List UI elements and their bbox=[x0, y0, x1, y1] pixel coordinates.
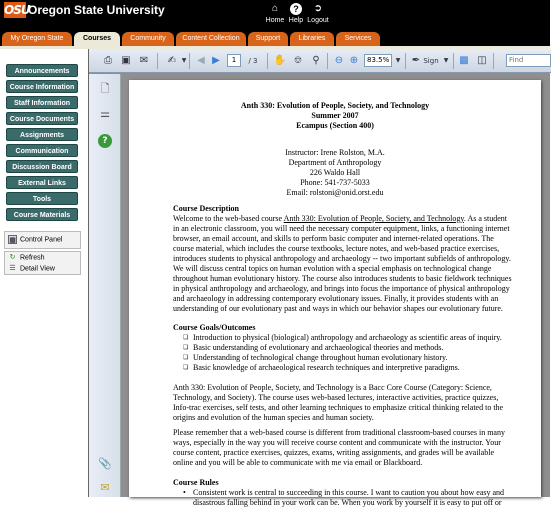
zoom-tool-icon[interactable]: ⚲ bbox=[312, 55, 320, 66]
goal-item: ❏ Basic understanding of evolutionary and archaeological theories and methods. bbox=[183, 343, 513, 353]
select-text-icon[interactable]: ⎊ bbox=[294, 55, 302, 66]
description-line: course material, which includes the course textbooks, lecture notes, and web-based practice exercises, bbox=[173, 244, 500, 253]
zoom-out-icon[interactable]: ⊖ bbox=[334, 55, 344, 66]
description-heading: Course Description bbox=[173, 204, 239, 213]
toolbar-divider bbox=[267, 53, 268, 69]
email-icon[interactable]: ✉ bbox=[139, 55, 149, 66]
toolbar-divider bbox=[157, 53, 158, 69]
description-line: introduces students to physical anthropology and archaeology -- two important subfields of anthropology. bbox=[173, 254, 511, 263]
nav-course-documents[interactable]: Course Documents bbox=[6, 112, 78, 125]
tab-content-collection[interactable]: Content Collection bbox=[176, 32, 246, 46]
home-icon: ⌂ bbox=[271, 3, 279, 14]
control-panel-icon: ▦ bbox=[9, 237, 16, 244]
logout-link[interactable] bbox=[305, 3, 331, 24]
help-label: Help bbox=[288, 17, 304, 24]
fit-width-icon[interactable]: ◫ bbox=[477, 55, 487, 66]
nav-external-links[interactable]: External Links bbox=[6, 176, 78, 189]
logout-label: Logout bbox=[307, 17, 329, 24]
zoom-in-icon[interactable]: ⊕ bbox=[349, 55, 359, 66]
detail-view-link[interactable] bbox=[8, 264, 55, 274]
sign-pen-icon[interactable]: ✒ bbox=[411, 55, 421, 66]
toolbar-divider bbox=[189, 53, 190, 69]
rules-heading: Course Rules bbox=[173, 478, 219, 487]
tab-community[interactable]: Community bbox=[122, 32, 174, 46]
view-options-box bbox=[4, 251, 81, 275]
instructor-phone: Phone: 541-737-5033 bbox=[300, 178, 370, 187]
description-line: Welcome to the web-based course Anth 330: Evolution of People, Society, and Technology. As a student bbox=[173, 214, 507, 223]
help-icon[interactable]: ? bbox=[98, 134, 112, 148]
remember-line: online and you will be able to communicate with me via email or Blackboard. bbox=[173, 458, 423, 467]
bookmarks-icon[interactable]: ⚌ bbox=[100, 107, 110, 120]
comments-icon[interactable]: ✉ bbox=[100, 481, 110, 494]
toolbar-divider bbox=[327, 53, 328, 69]
logout-icon: ➲ bbox=[313, 3, 323, 14]
instructor-name: Instructor: Irene Rolston, M.A. bbox=[285, 148, 385, 157]
zoom-level-field[interactable]: 83.5% bbox=[364, 54, 392, 67]
nav-announcements[interactable]: Announcements bbox=[6, 64, 78, 77]
description-paragraph bbox=[173, 214, 515, 314]
osu-logo[interactable]: OSU bbox=[4, 3, 30, 17]
description-line: We will discuss central topics on human evolution with a special emphasis on technological change bbox=[173, 264, 492, 273]
description-line: understanding of our evolutionary past and ways in which our behavior shapes our evolutionary future. bbox=[173, 304, 503, 313]
course-section: Ecampus (Section 400) bbox=[296, 121, 374, 130]
instructor-email: Email: rolstoni@onid.orst.edu bbox=[286, 188, 384, 197]
university-name[interactable]: Oregon State University bbox=[28, 3, 165, 17]
toolbar-divider bbox=[453, 53, 454, 69]
tab-support[interactable]: Support bbox=[248, 32, 288, 46]
toolbar-divider bbox=[405, 53, 406, 69]
pdf-viewer bbox=[88, 49, 550, 507]
hand-select-icon[interactable]: ✍ bbox=[167, 55, 177, 66]
course-menu bbox=[0, 49, 85, 497]
goal-item: ❏ Understanding of technological change throughout human evolutionary history. bbox=[183, 353, 513, 363]
rule-line: • Consistent work is central to succeeding in this course. I want to caution you about how easy and bbox=[193, 488, 505, 497]
nav-assignments[interactable]: Assignments bbox=[6, 128, 78, 141]
course-title-underlined: Anth 330: Evolution of People, Society, and Technology bbox=[283, 214, 464, 223]
help-icon: ? bbox=[290, 3, 302, 15]
goal-item: ❏ Basic knowledge of archaeological research techniques and interpretive paradigms. bbox=[183, 363, 513, 373]
chevron-down-icon[interactable]: ▼ bbox=[181, 57, 187, 64]
tab-libraries[interactable]: Libraries bbox=[290, 32, 334, 46]
tab-services[interactable]: Services bbox=[336, 32, 380, 46]
course-term: Summer 2007 bbox=[311, 111, 359, 120]
pages-thumbnail-icon[interactable]: 🗋 bbox=[100, 82, 110, 95]
sign-label[interactable]: Sign bbox=[423, 57, 439, 65]
tab-my-oregon-state[interactable]: My Oregon State bbox=[2, 32, 72, 46]
bacc-line: Anth 330: Evolution of People, Society, and Technology is a Bacc Core Course (Category: Science, bbox=[173, 383, 492, 392]
refresh-label: Refresh bbox=[20, 254, 45, 262]
find-input[interactable]: Find bbox=[506, 54, 551, 67]
course-title: Anth 330: Evolution of People, Society, and Technology bbox=[240, 101, 430, 110]
description-line: in physical anthropology and archaeology, and brings into focus the importance of physical anthropology bbox=[173, 284, 510, 293]
rule-line: disastrous falling behind in your work can be. When you work by yourself it is easy to put off or bbox=[193, 498, 502, 507]
total-pages: / 3 bbox=[248, 57, 258, 65]
pdf-page bbox=[129, 80, 541, 507]
goal-item: ❏ Introduction to physical (biological) anthropology and archaeology as scientific areas of inquiry. bbox=[183, 333, 513, 343]
pdf-side-panel bbox=[89, 74, 121, 497]
toolbar-divider bbox=[493, 53, 494, 69]
detail-view-label: Detail View bbox=[20, 265, 55, 273]
bacc-line: Info-trac exercises, self tests, and other learning techniques to emphasize critical thinking related to the bbox=[173, 403, 504, 412]
tab-courses[interactable]: Courses bbox=[74, 32, 120, 46]
next-page-icon[interactable]: ▶ bbox=[212, 55, 220, 66]
remember-line: ways, especially in the way you will receive course content and communicate with the instructor. Your bbox=[173, 438, 501, 447]
home-label: Home bbox=[265, 17, 285, 24]
save-icon[interactable]: ▣ bbox=[121, 55, 131, 66]
bacc-line: origins and evolution of the human species and human society. bbox=[173, 413, 374, 422]
nav-communication[interactable]: Communication bbox=[6, 144, 78, 157]
description-line: browser, an email account, and skills to perform basic computer and internet-related operations. The bbox=[173, 234, 494, 243]
goals-heading: Course Goals/Outcomes bbox=[173, 323, 256, 332]
description-line: throughout human evolutionary history. The course also introduces students to basic fieldwork techniques bbox=[173, 274, 512, 283]
chevron-down-icon[interactable]: ▼ bbox=[443, 57, 449, 64]
nav-course-information[interactable]: Course Information bbox=[6, 80, 78, 93]
control-panel-link[interactable] bbox=[8, 235, 62, 245]
rule-item bbox=[183, 488, 513, 508]
bacc-line: Technology, and Society). The course uses web-based lectures, interactive activities, practice quizzes, bbox=[173, 393, 499, 402]
web-course-paragraph bbox=[173, 428, 515, 468]
page-number-input[interactable]: 1 bbox=[227, 54, 241, 67]
instructor-department: Department of Anthropology bbox=[288, 158, 382, 167]
remember-line: Please remember that a web-based course is different from traditional classroom-based courses in many bbox=[173, 428, 505, 437]
instructor-office: 226 Waldo Hall bbox=[309, 168, 361, 177]
print-icon[interactable]: ⎙ bbox=[104, 55, 112, 66]
site-header bbox=[0, 0, 550, 32]
bacc-core-paragraph bbox=[173, 383, 515, 423]
attachments-icon[interactable]: 📎 bbox=[98, 457, 112, 470]
detail-view-icon: ☰ bbox=[9, 265, 16, 272]
remember-line: course content, practice exercises, quizzes, exams, writing assignments, and grades will be available bbox=[173, 448, 494, 457]
control-panel-box bbox=[4, 231, 81, 249]
description-line: and archaeology in addressing contemporary evolutionary issues. Finally, it provides students with an bbox=[173, 294, 499, 303]
nav-staff-information[interactable]: Staff Information bbox=[6, 96, 78, 109]
tab-bar bbox=[0, 32, 550, 46]
refresh-link[interactable] bbox=[8, 253, 45, 263]
pdf-toolbar bbox=[89, 49, 551, 73]
fit-page-icon[interactable]: ▩ bbox=[459, 55, 469, 66]
hand-tool-icon[interactable]: ✋ bbox=[273, 55, 287, 66]
refresh-icon: ↻ bbox=[9, 254, 16, 261]
description-line: in an electronic classroom, you will need the necessary computer equipment, links, a functioning internet bbox=[173, 224, 510, 233]
nav-tools[interactable]: Tools bbox=[6, 192, 78, 205]
nav-course-materials[interactable]: Course Materials bbox=[6, 208, 78, 221]
control-panel-label: Control Panel bbox=[20, 236, 63, 244]
nav-discussion-board[interactable]: Discussion Board bbox=[6, 160, 78, 173]
previous-page-icon[interactable]: ◀ bbox=[197, 55, 205, 66]
chevron-down-icon[interactable]: ▼ bbox=[395, 57, 401, 64]
